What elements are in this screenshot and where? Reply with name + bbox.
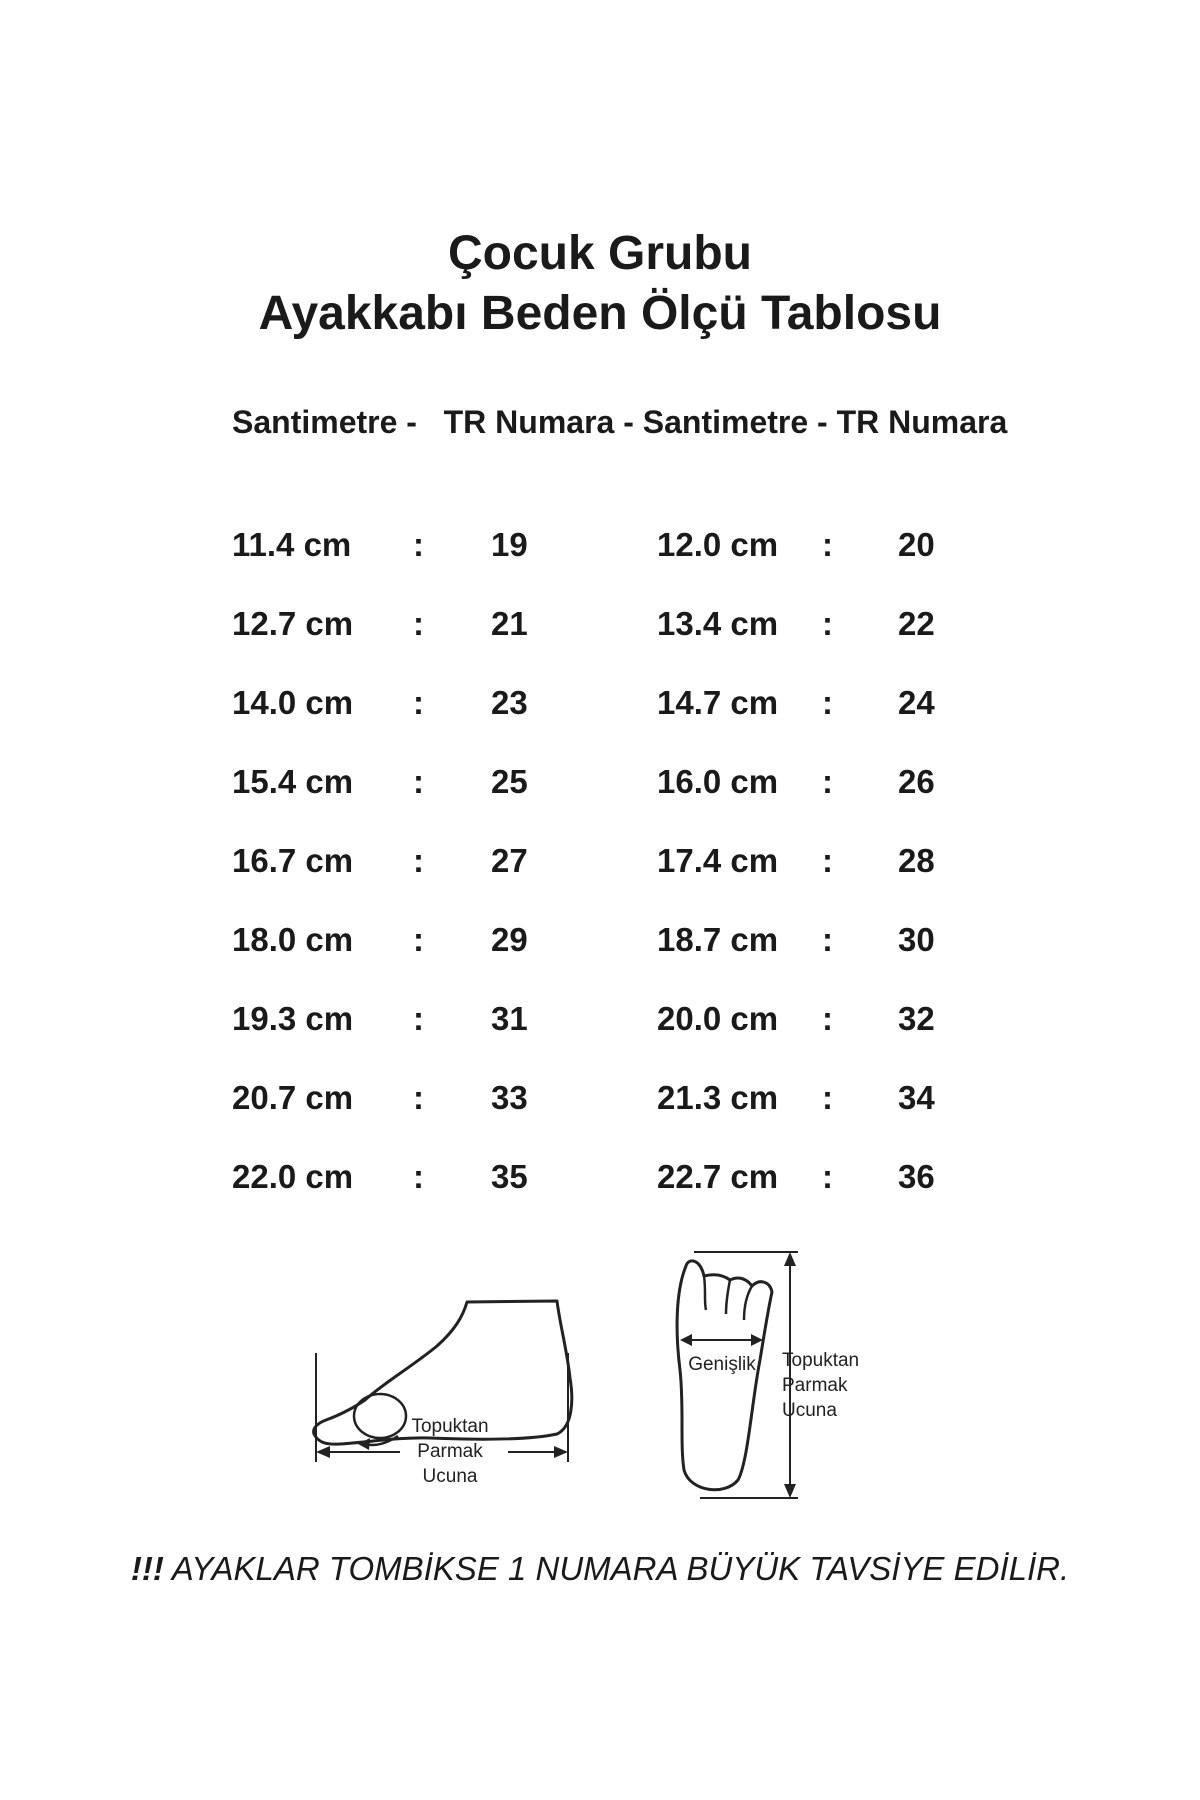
cm-right-cell: 18.7 cm — [657, 921, 779, 958]
tr-left-cell: 33 — [491, 1079, 528, 1116]
separator-cell: : — [822, 684, 833, 721]
length-label-line-3: Ucuna — [782, 1400, 837, 1421]
length-label-line-2: Parmak — [782, 1375, 848, 1396]
table-row — [0, 1079, 1200, 1129]
tr-left-cell: 27 — [491, 842, 528, 879]
tr-right-cell: 20 — [898, 526, 935, 563]
side-arrowhead-left — [316, 1446, 330, 1458]
tr-right-cell: 32 — [898, 1000, 935, 1037]
footnote — [0, 1550, 1200, 1588]
foot-measurement-diagrams — [0, 1230, 1200, 1520]
tr-left-cell: 25 — [491, 763, 528, 800]
separator-cell: : — [413, 921, 424, 958]
cm-left-cell: 20.7 cm — [232, 1079, 354, 1116]
separator-cell: : — [413, 684, 424, 721]
sole-outline — [677, 1261, 772, 1490]
separator-cell: : — [413, 526, 424, 563]
cm-right-cell: 21.3 cm — [657, 1079, 779, 1116]
cm-left-cell: 18.0 cm — [232, 921, 354, 958]
separator-cell: : — [822, 842, 833, 879]
cm-left-cell: 19.3 cm — [232, 1000, 354, 1037]
separator-cell: : — [822, 921, 833, 958]
side-foot-diagram — [314, 1301, 572, 1487]
cm-left-cell: 15.4 cm — [232, 763, 354, 800]
separator-cell: : — [413, 763, 424, 800]
tr-right-cell: 26 — [898, 763, 935, 800]
separator-cell: : — [822, 763, 833, 800]
tr-right-cell: 22 — [898, 605, 935, 642]
footnote-text: AYAKLAR TOMBİKSE 1 NUMARA BÜYÜK TAVSİYE EDİLİR. — [171, 1550, 1070, 1587]
side-arrowhead-right — [554, 1446, 568, 1458]
separator-cell: : — [822, 605, 833, 642]
tr-right-cell: 36 — [898, 1158, 935, 1195]
cm-left-cell: 14.0 cm — [232, 684, 354, 721]
cm-right-cell: 14.7 cm — [657, 684, 779, 721]
cm-left-cell: 11.4 cm — [232, 526, 352, 563]
top-foot-diagram — [677, 1252, 859, 1498]
table-header: Santimetre - TR Numara - Santimetre - TR Numara — [232, 404, 1008, 440]
width-label: Genişlik — [688, 1354, 756, 1375]
length-arrowhead-top — [784, 1252, 796, 1266]
table-row — [0, 605, 1200, 655]
separator-cell: : — [413, 1000, 424, 1037]
tr-left-cell: 23 — [491, 684, 528, 721]
length-label-line-1: Topuktan — [782, 1350, 860, 1371]
side-label-line-1: Topuktan — [411, 1416, 489, 1437]
cm-left-cell: 22.0 cm — [232, 1158, 354, 1195]
separator-cell: : — [822, 1158, 833, 1195]
tr-right-cell: 34 — [898, 1079, 935, 1116]
toe-line-1 — [704, 1276, 706, 1310]
tr-left-cell: 35 — [491, 1158, 528, 1195]
page-title-line-1: Çocuk Grubu — [447, 227, 752, 280]
tr-left-cell: 31 — [491, 1000, 528, 1037]
toe-line-3 — [744, 1286, 752, 1320]
separator-cell: : — [413, 1079, 424, 1116]
cm-right-cell: 22.7 cm — [657, 1158, 779, 1195]
tr-right-cell: 28 — [898, 842, 935, 879]
table-row — [0, 921, 1200, 971]
toe-line-2 — [726, 1280, 730, 1314]
toe-pointer-arrowhead — [358, 1438, 370, 1450]
separator-cell: : — [822, 526, 833, 563]
tr-right-cell: 30 — [898, 921, 935, 958]
cm-right-cell: 20.0 cm — [657, 1000, 779, 1037]
cm-right-cell: 12.0 cm — [657, 526, 779, 563]
cm-right-cell: 17.4 cm — [657, 842, 779, 879]
table-row — [0, 842, 1200, 892]
table-row — [0, 684, 1200, 734]
cm-left-cell: 12.7 cm — [232, 605, 354, 642]
separator-cell: : — [413, 605, 424, 642]
length-arrowhead-bottom — [784, 1484, 796, 1498]
separator-cell: : — [822, 1079, 833, 1116]
tr-right-cell: 24 — [898, 684, 935, 721]
tr-left-cell: 29 — [491, 921, 528, 958]
toe-circle-marker — [354, 1394, 406, 1438]
page-title-line-2: Ayakkabı Beden Ölçü Tablosu — [258, 287, 942, 340]
side-label-line-2: Parmak — [417, 1441, 483, 1462]
table-row — [0, 1000, 1200, 1050]
cm-right-cell: 16.0 cm — [657, 763, 779, 800]
separator-cell: : — [413, 842, 424, 879]
side-label-line-3: Ucuna — [422, 1466, 478, 1487]
table-row — [0, 1158, 1200, 1208]
footnote-marks: !!! — [130, 1550, 164, 1587]
separator-cell: : — [413, 1158, 424, 1195]
table-row — [0, 763, 1200, 813]
cm-right-cell: 13.4 cm — [657, 605, 779, 642]
tr-left-cell: 21 — [491, 605, 528, 642]
separator-cell: : — [822, 1000, 833, 1037]
cm-left-cell: 16.7 cm — [232, 842, 354, 879]
tr-left-cell: 19 — [491, 526, 528, 563]
width-arrowhead-left — [680, 1334, 692, 1346]
table-row — [0, 526, 1200, 576]
